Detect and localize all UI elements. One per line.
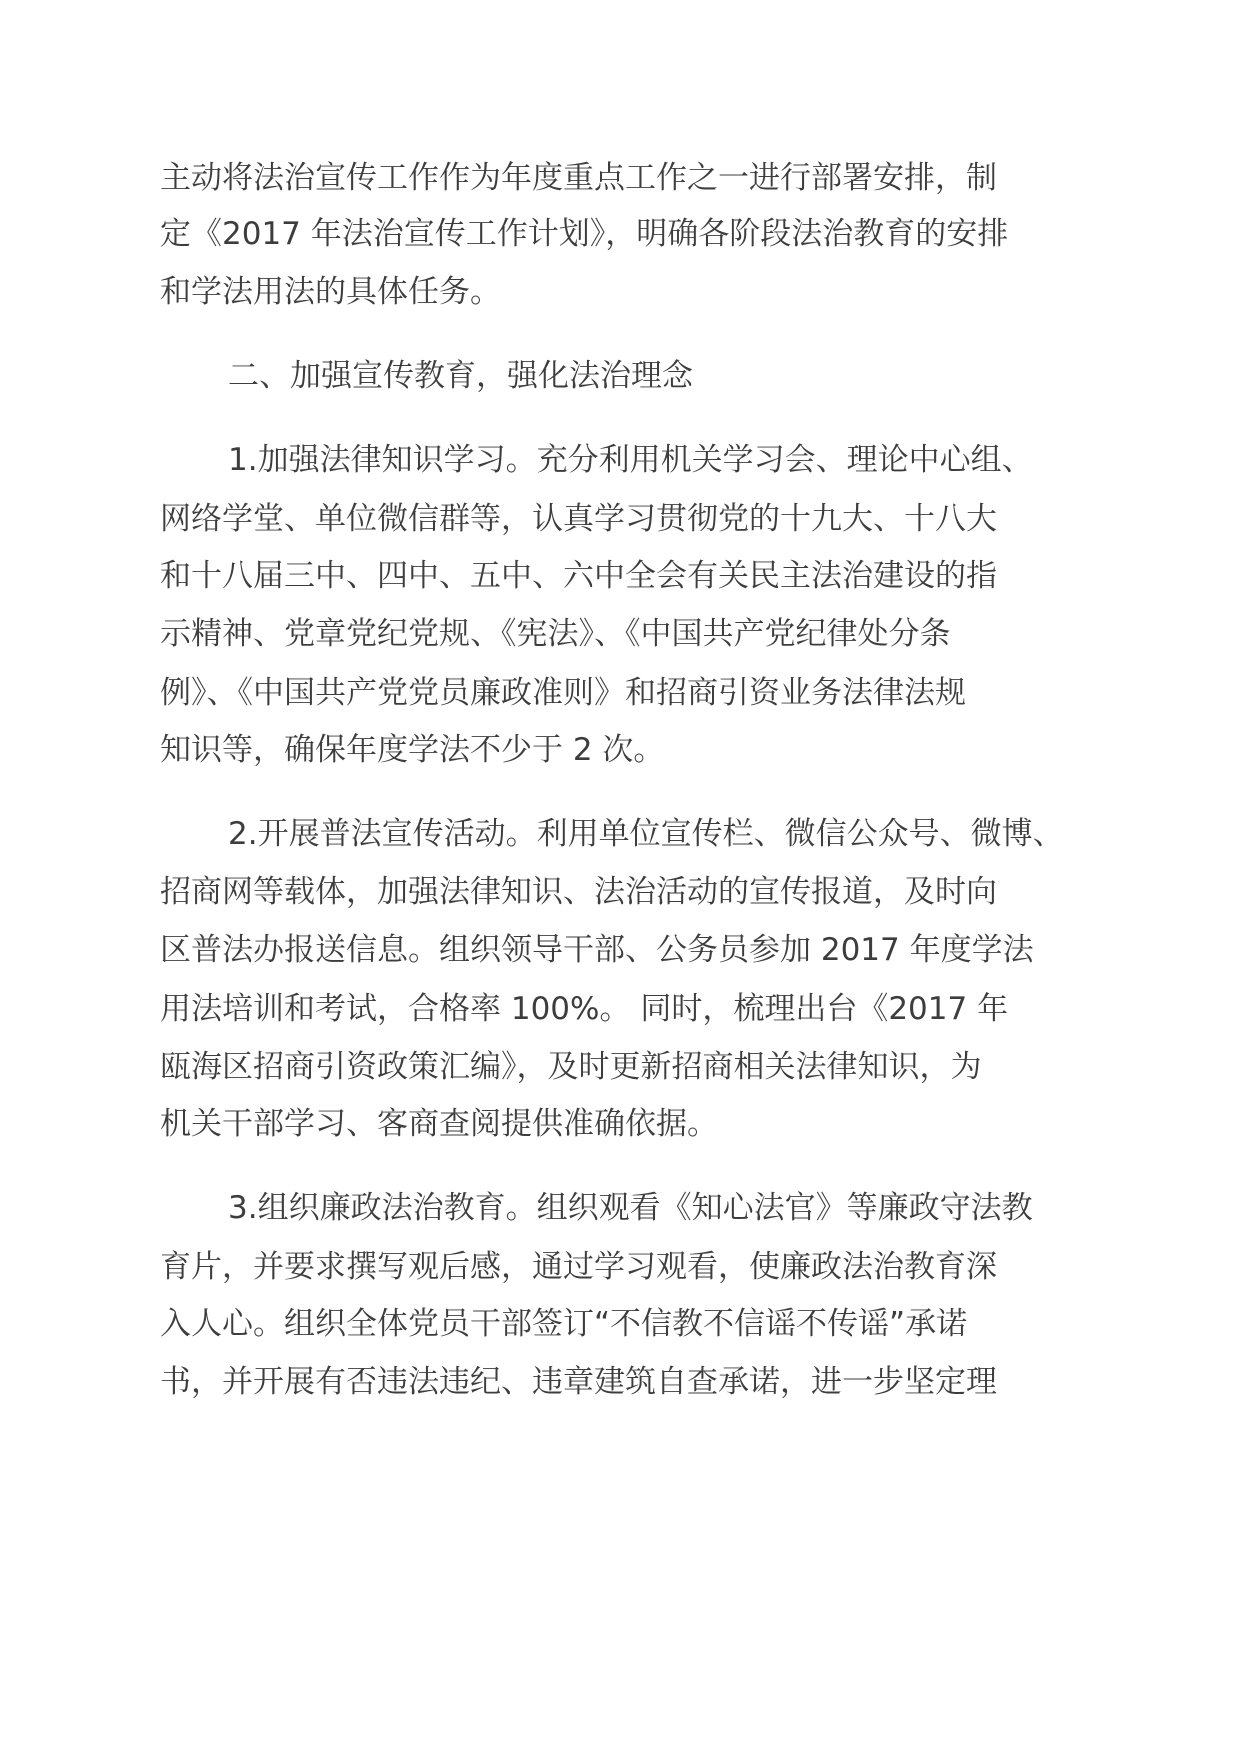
- list-item-line: 育片，并要求撰写观后感，通过学习观看，使廉政法治教育深: [160, 1249, 997, 1285]
- list-item-line: 招商网等载体，加强法律知识、法治活动的宣传报道，及时向: [160, 874, 997, 910]
- section-heading: 二、加强宣传教育，强化法治理念: [228, 358, 693, 394]
- list-item-line: 1.加强法律知识学习。充分利用机关学习会、理论中心组、: [228, 442, 1033, 478]
- paragraph-line: 主动将法治宣传工作作为年度重点工作之一进行部署安排，制: [160, 160, 997, 196]
- list-item-line: 书，并开展有否违法违纪、违章建筑自查承诺，进一步坚定理: [160, 1364, 997, 1400]
- list-item-line: 网络学堂、单位微信群等，认真学习贯彻党的十九大、十八大: [160, 501, 997, 537]
- paragraph-line: 定《2017 年法治宣传工作计划》，明确各阶段法治教育的安排: [160, 216, 1009, 252]
- list-item-line: 和十八届三中、四中、五中、六中全会有关民主法治建设的指: [160, 558, 997, 594]
- paragraph-line: 和学法用法的具体任务。: [160, 274, 501, 310]
- list-item-line: 2.开展普法宣传活动。利用单位宣传栏、微信公众号、微博、: [228, 816, 1064, 852]
- list-item-line: 机关干部学习、客商查阅提供准确依据。: [160, 1106, 718, 1142]
- list-item-line: 用法培训和考试，合格率 100%。 同时，梳理出台《2017 年: [160, 991, 1009, 1027]
- list-item-line: 3.组织廉政法治教育。组织观看《知心法官》等廉政守法教: [228, 1190, 1033, 1226]
- list-item-line: 区普法办报送信息。组织领导干部、公务员参加 2017 年度学法: [160, 932, 1034, 968]
- list-item-line: 知识等，确保年度学法不少于 2 次。: [160, 732, 665, 768]
- list-item-line: 示精神、党章党纪党规、《宪法》、《中国共产党纪律处分条: [160, 616, 951, 652]
- list-item-line: 例》、《中国共产党党员廉政准则》和招商引资业务法律法规: [160, 675, 966, 711]
- list-item-line: 入人心。组织全体党员干部签订“不信教不信谣不传谣”承诺: [160, 1306, 968, 1342]
- list-item-line: 瓯海区招商引资政策汇编》，及时更新招商相关法律知识，为: [160, 1049, 982, 1085]
